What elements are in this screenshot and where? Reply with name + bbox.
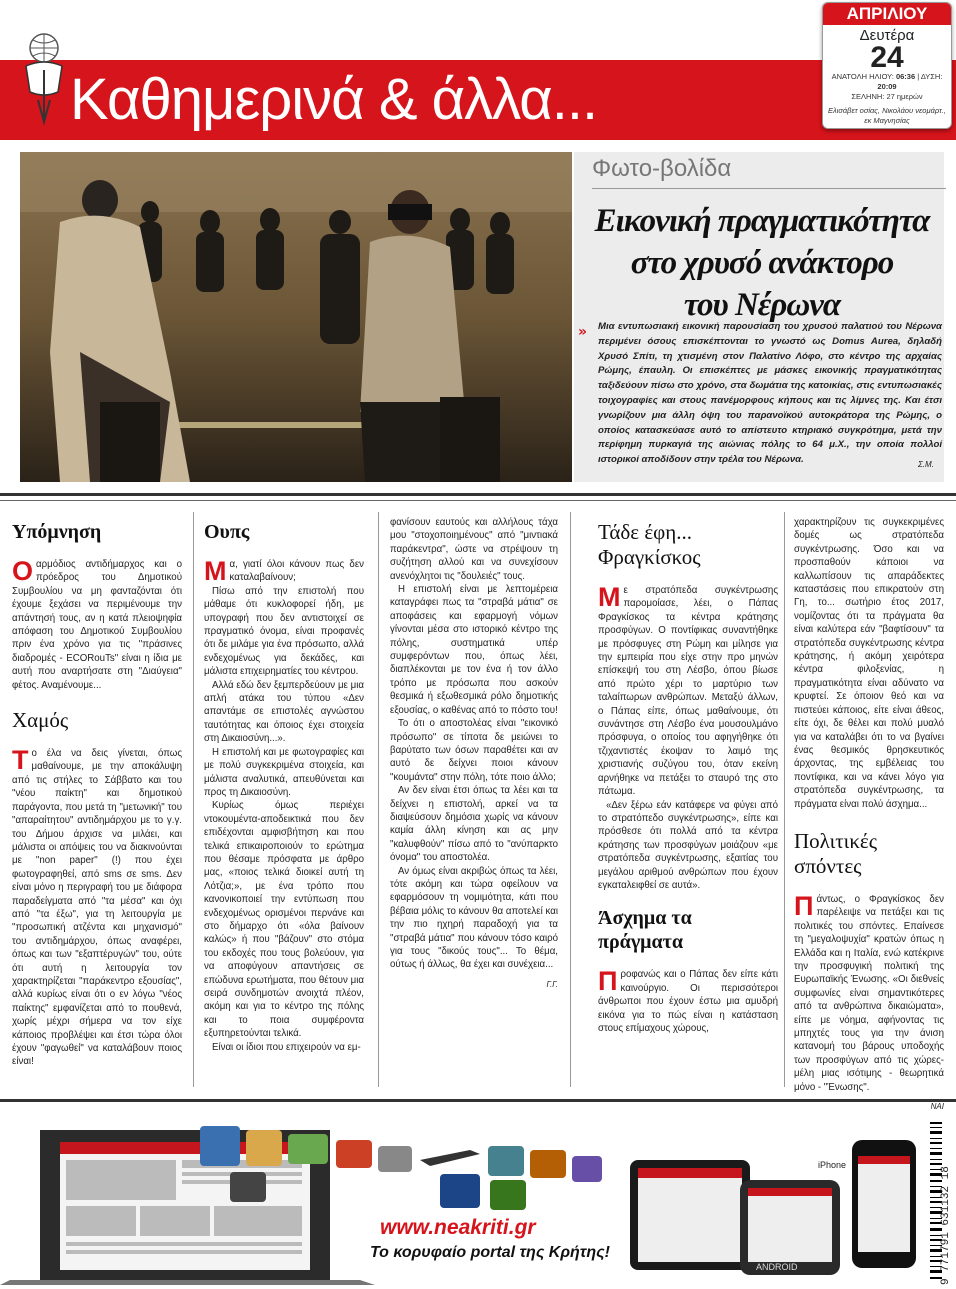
globe-pen-logo-icon	[18, 30, 76, 130]
photo-signature: Σ.Μ.	[918, 460, 934, 469]
paragraph: Το έλα να δεις γίνεται, όπως μαθαίνουμε, με την αποκάλυψη από τις στήλες το Σάββατο και του "νέου παίκτη" και δημοτικού παράγοντα, που μετά τη "μετωνική" του "απαραίτητου" αντιδημάρχου με το γ.γ. του Δήμου άρχισε να μιλάει, και μάλιστα οι απόψεις του να διακινούνται με "non paper" (!) που έχει φωτογραφηθεί, από sms σε sms. Δεν είναι μόνο η περιγραφή του με διάφορα παραδείγματα από "τα μέσα" και όχι από "τα έξω", για τη λειτουργία με "προσωπική ατζέντα και μηχανισμό" του αντιδημάρχου, όπως αναφέρει, όπως και των "εξαπτέρυγών" του, ούτε ότι αυτή η λειτουργία τον χαρακτηρίζεται "παράκεντρο εξουσίας", αλλά κυρίως είναι ότι ο εν λόγω "νέος παίκτης" εμφανίζεται από το πουθενά, χωρίς μέχρι σήμερα να τον είχε κάποιος προβλέψει και έτσι τώρα όλοι έχουν "φαγωθεί" να καταλάβουν ποιος είναι!	[12, 745, 182, 1068]
heading-reminder: Υπόμνηση	[12, 521, 102, 543]
paragraph: φανίσουν εαυτούς και αλλήλους τάχα μου "στοχοποιημένους" από "μιντιακά παράκεντρα", ώστε να στρέψουν τη συζήτηση αλλού και να συνεχίσουν ανενόχλητοι τις "δουλειές" τους.	[390, 517, 558, 582]
paragraph: Προφανώς και ο Πάπας δεν είπε κάτι καινούργιο. Οι περισσότεροι άνθρωποι που έχουν έστω μια αμυδρή εικόνα για το πώς είναι η κατάσταση στους επίμαχους χώρους,	[598, 966, 778, 1034]
paragraph: Κυρίως όμως περιέχει ντοκουμέντα-αποδεικτικά που δεν επιδέχονται αμφισβήτηση και που τελικά επικαιροποιούν το ερώτημα που θέσαμε πρόσφατα με άρθρο μας, «ποιος τελικά διοικεί αυτή τη Λότζια;», με ένα τρόπο που κανονικοποιεί την εντύπωση που ενδεχομένως ορισμένοι περνάνε και στο δήμαρχο ότι «όλα βαίνουν καλώς» ή που "βάζουν" στο στόμα του εκδοχές που τους βολεύουν, για να αποφύγουν απαντήσεις σε επώδυνα ερωτήματα, που θέτουν μια σειρά συνδημοτών ανοιχτά πλέον, ακόμη και για το κέντρο της πόλης και το ποια συμφέροντα εξυπηρετούνται τελικά.	[204, 800, 364, 1040]
iphone-label: iPhone	[818, 1160, 847, 1170]
heading-political-jabs: Πολιτικές σπόντες	[794, 828, 878, 878]
paragraph: Μα, γιατί όλοι κάνουν πως δεν καταλαβαίνουν;	[204, 556, 364, 586]
heading-pope-said: Τάδε έφη... Φραγκίσκος	[598, 520, 701, 569]
heading-oops: Ουπς	[204, 521, 250, 543]
column-divider	[378, 512, 379, 1087]
photo-headline: Εικονική πραγματικότητα στο χρυσό ανάκτορο του Νέρωνα	[594, 203, 930, 323]
paragraph: Είναι οι ίδιοι που επιχειρούν να εμ-	[212, 1041, 361, 1053]
paragraph: Το ότι ο αποστολέας είναι "εικονικό πρόσωπο" σε τίποτα δε μειώνει το βαρύτατο των όσων παραθέτει και αν αυτό δε δείχνει ποιοι κάνουν "κουμάντα" στην πόλη, τότε ποιο άλλο;	[390, 718, 558, 783]
column-2	[204, 512, 364, 1054]
paragraph: Αλλά εδώ δεν ξεμπερδεύουν με μια απλή ατάκα του τύπου «Δεν απαντάμε σε επιστολές αγνώστου ταυτότητας και όποιος έχει στοιχεία στη Δικαιοσύνη...».	[204, 679, 364, 745]
calendar-moon: ΣΕΛΗΝΗ: 27 ημερών	[851, 92, 923, 101]
column-4	[598, 512, 778, 1035]
heading-chaos: Χαμός	[12, 708, 69, 733]
paragraph: «Δεν ξέρω εάν κατάφερε να φύγει από το στρατόπεδο συγκέντρωσης», είπε και πρόσθεσε ότι πολλά από τα κέντρα κράτησης των προσφύγων μοιάζουν «με στρατόπεδα συγκέντρωσης, εξαιτίας του μεγάλου αριθμού ανθρώπων που έχουν εγκαταλειφθεί σε αυτά».	[598, 799, 778, 891]
ad-slogan: Το κορυφαίο portal της Κρήτης!	[370, 1244, 610, 1261]
paragraph: Αν δεν είναι έτσι όπως τα λέει και τα δείχνει η επιστολή, αρκεί να τα διαψεύσουν δημόσια χωρίς να κάνουν καμία άλλη κίνηση και ας μην "καλυφθούν" πίσω από το "ανύπαρκτο όνομα" του αποστολέα.	[390, 785, 558, 864]
paragraph: χαρακτηρίζουν τις συγκεκριμένες δομές ως στρατόπεδα συγκέντρωσης. Όσο και να προσπαθούν κάποιοι να καλλωπίσουν τις απαράδεκτες καταστάσεις που επικρατούν στη Γη, το... σωτήριο έτος 2017, νομίζοντας ότι τα πράγματα θα είναι καλύτερα εάν "βαφτίσουν" τα στρατόπεδα συγκέντρωσης κέντρα κράτησης, ή ακόμη χειρότερα κέντρα φιλοξενίας, η πραγματικότητα είναι αδύνατο να κρυφτεί. Σε όποιον θεό και να πιστεύει κάποιος, είτε είναι άθεος, είτε όχι, δε θέλει και πολύ μυαλό για να καταλάβει ότι το να βγαίνει ένας θεσμικός θρησκευτικός άρχοντας, της εμβέλειας του ποντίφικα, και να κάνει λόγο για στρατόπεδα συγκέντρωσης, τα πράγματα είναι πολύ άσχημα...	[794, 517, 944, 810]
column-5	[794, 516, 944, 1113]
paragraph: Πίσω από την επιστολή που μάθαμε ότι κυκλοφορεί ήδη, με υπογραφή που δεν αντιστοιχεί σε πραγματικό όνομα, είναι προφανές ότι δε μιλάμε για ένα πρόσωπο, αλλά ενδεχομένως για δεκάδες, και μάλιστα επιχειρηματίες του κέντρου.	[204, 585, 364, 678]
calendar-month: ΑΠΡΙΛΙΟΥ	[823, 3, 951, 25]
masthead-title: Καθημερινά & άλλα...	[70, 67, 598, 132]
section-rule-thin	[0, 500, 956, 501]
paragraph: Η επιστολή είναι με λεπτομέρεια καταγράφει πως τα "στραβά μάτια" σε αποφάσεις και εφαρμογή νόμων γίνονται μέσα στο ιστορικό κέντρο της πόλης, συστηματικά υπέρ συμφερόντων που, όπως λέει, διαπλέκονται με τον ένα ή τον άλλο τρόπο με πρόσωπα που ασκούν θεσμικά ή εξωθεσμικά ρόλο δημοτικής εξουσίας, ο καθένας από το πόστο του!	[390, 584, 558, 716]
android-label: ANDROID	[756, 1262, 798, 1272]
column-3	[390, 516, 558, 991]
date-calendar	[822, 2, 952, 129]
chevron-right-icon: »	[578, 324, 588, 340]
column-1	[12, 512, 182, 1069]
vr-visitors-photo	[20, 152, 572, 482]
ad-url-link[interactable]: www.neakriti.gr	[380, 1216, 536, 1239]
paragraph: Η επιστολή και με φωτογραφίες και με πολύ συγκεκριμένα στοιχεία, και μάλιστα αναλυτικά, απευθύνεται και προς τη Δικαιοσύνη.	[204, 746, 364, 798]
section-rule	[0, 493, 956, 496]
column-divider	[784, 512, 785, 1087]
section-rule	[0, 1099, 956, 1102]
section-divider	[592, 188, 946, 189]
heading-bad-things: Άσχημα τα πράγματα	[598, 907, 692, 954]
paragraph: Οαρμόδιος αντιδήμαρχος και ο πρόεδρος του Δημοτικού Συμβουλίου να μη φανταζόνται ότι έχουμε ξεχάσει να περιμένουμε την απάντησή τους, αν η κατά πλειοψηφία απόφαση του Δημοτικού Συμβουλίου πριν ένα χρόνο για τις "πράσινες διαδρομές - ECORouTs" είναι η ίδια με αυτή που αναρτήσατε στη "Διαύγεια" φέτος. Αναμένουμε...	[12, 556, 182, 691]
paragraph: Με στρατόπεδα συγκέντρωσης παρομοίασε, λέει, ο Πάπας Φραγκίσκος τα κέντρα κράτησης προσφύγων. Ο ποντίφικας συναντήθηκε με πρόσφυγες στη Ρώμη και μίλησε για την εμπειρία που είχε στην προ μηνών επίσκεψή του στη Λέσβο, όπου βίωσε από πρώτο χέρι το μαρτύριο των ταλαίπωρων ανθρώπων. Μεταξύ άλλων, ο Πάπας είπε, όπως μαθαίνουμε, ότι συνάντησε στη Λέσβο ένα μουσουλμάνο πρόσφυγα, ο οποίος του αφηγήθηκε ότι τζιχαντιστές έκοψαν το λαιμό της χριστιανής συζύγου του, όταν εκείνη αρνήθηκε να πετάξει το σταυρό της στο πάτωμα.	[598, 582, 778, 798]
calendar-weekday: Δευτέρα	[859, 27, 915, 44]
calendar-day-number: 24	[870, 41, 904, 74]
paragraph: Αν όμως είναι ακριβώς όπως τα λέει, τότε ακόμη και τώρα οφείλουν να εφαρμόσουν τη νομιμότητα, κάτι που βέβαια μόλις το κάνουν θα αποτελεί και την πιο ηχηρή παραδοχή για τα "στραβά μάτια" που κάνουν τόσο καιρό για τους "δικούς τους"... Το θέμα, ούτως ή άλλως, θα έχει και συνέχεια...	[390, 865, 558, 971]
barcode-number: 9 771791 631132 18	[940, 1166, 952, 1285]
column-signature: ΝΑΙ	[930, 1102, 944, 1112]
column-divider	[570, 512, 571, 1087]
calendar-sun-times: ΑΝΑΤΟΛΗ ΗΛΙΟΥ: 06:36 | ΔΥΣΗ: 20:09	[831, 72, 943, 91]
paragraph: Πάντως, ο Φραγκίσκος δεν παρέλειψε να πετάξει και τις πολιτικές του σπόντες. Επαίνεσε τη "μεγαλοψυχία" κρατών όπως η Ελλάδα και η Ιταλία, ενώ κατέκρινε την προσφυγική πολιτική της Ευρωπαϊκής Ένωσης. «Οι διεθνείς συμφωνίες είναι σημαντικότερες από τα ανθρώπινα δικαιώματα», είπε με νόημα, αφήνοντας τις μπηχτές τους για την άνιση κατανομή του βάρους υποδοχής των προσφύγων από τις χώρες-μέλη μιας ισότιμης - θεωρητικά μόνο - "Ένωσης".	[794, 890, 944, 1093]
column-divider	[193, 512, 194, 1087]
column-signature: Γ.Γ.	[546, 979, 558, 989]
photo-article-text: Μια εντυπωσιακή εικονική παρουσίαση του χρυσού παλατιού του Νέρωνα περιμένει όσους επισκέπτονται το γνωστό ως Domus Aurea, δηλαδή Χρυσό Σπίτι, τη χτισμένη στον Παλατίνο Λόφο, στο κέντρο της αρχαίας Ρώμης, έπαυλη. Οι επισκέπτες με μάσκες εικονικής πραγματικότητας ταξιδεύουν πίσω στο χρόνο, στα δωμάτια της κατοικίας, στις εντυπωσιακές τοιχογραφίες και στους πανέμορφους κήπους και τις λίμνες της. Και έτσι γνωρίζουν μια άλλη όψη του παρανοϊκού αυτοκράτορα της Ρώμης, ο οποίος κατασκεύασε αυτό το απίστευτο κτηριακό συγκρότημα, μετά την περίφημη πυρκαγιά της αιώνιας πόλης το 64 μ.Χ., την οποία πολλοί ιστορικοί αποδίδουν στην τρέλα του Νέρωνα.	[598, 321, 942, 466]
section-label: Φωτο-βολίδα	[592, 155, 732, 182]
calendar-saints: Ελισάβετ οσίας, Νικολάου νεομάρτ., εκ Μαγνησίας	[828, 106, 946, 125]
